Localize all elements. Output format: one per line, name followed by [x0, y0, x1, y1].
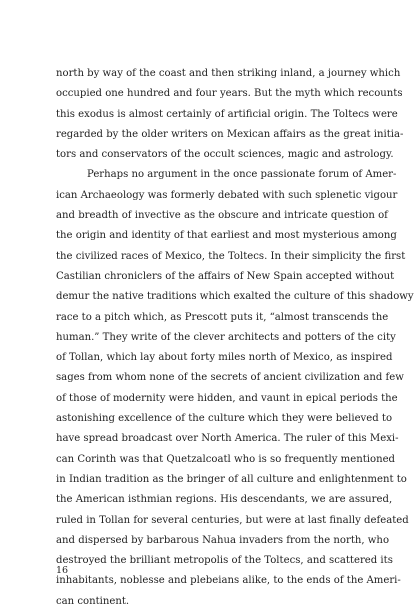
text-line: ruled in Tollan for several centuries, but were at last finally defeated: [56, 514, 409, 526]
page-number: 16: [56, 565, 69, 576]
text-line: the American isthmian regions. His descendants, we are assured,: [56, 494, 393, 506]
text-line: and dispersed by barbarous Nahua invaders from the north, who: [56, 534, 390, 546]
paragraph-1: [56, 64, 404, 165]
text-line: of Tollan, which lay about forty miles north of Mexico, as inspired: [56, 352, 393, 364]
text-line: astonishing excellence of the culture which they were believed to: [56, 413, 393, 425]
text-line: human.” They write of the clever architects and potters of the city: [56, 331, 396, 343]
text-line: inhabitants, noblesse and plebeians alike, to the ends of the Ameri-: [56, 575, 401, 587]
text-line: of those of modernity were hidden, and vaunt in epical periods the: [56, 392, 398, 404]
text-line: ican Archaeology was formerly debated with such splenetic vigour: [56, 189, 398, 201]
text-line: sages from whom none of the secrets of ancient civilization and few: [56, 372, 404, 384]
text-line: Castilian chroniclers of the affairs of New Spain accepted without: [56, 270, 395, 282]
text-line: regarded by the older writers on Mexican affairs as the great initia-: [56, 128, 404, 140]
body-text: [56, 64, 414, 612]
text-line: the civilized races of Mexico, the Toltecs. In their simplicity the first: [56, 250, 406, 262]
text-line: destroyed the brilliant metropolis of the Toltecs, and scattered its: [56, 555, 393, 567]
text-line: tors and conservators of the occult sciences, magic and astrology.: [56, 149, 394, 161]
text-line: can Corinth was that Quetzalcoatl who is so frequently mentioned: [56, 453, 396, 465]
text-line: in Indian tradition as the bringer of all culture and enlightenment to: [56, 473, 407, 485]
text-line: the origin and identity of that earliest and most mysterious among: [56, 230, 397, 242]
text-line: have spread broadcast over North America. The ruler of this Mexi-: [56, 433, 399, 445]
text-line: this exodus is almost certainly of artificial origin. The Toltecs were: [56, 108, 398, 120]
paragraph-2: [56, 165, 414, 612]
text-line: race to a pitch which, as Prescott puts it, “almost transcends the: [56, 311, 389, 323]
text-line: can continent.: [56, 595, 130, 607]
text-line: demur the native traditions which exalted the culture of this shadowy: [56, 291, 414, 303]
text-line: and breadth of invective as the obscure and intricate question of: [56, 210, 388, 222]
text-line: north by way of the coast and then striking inland, a journey which: [56, 68, 401, 79]
text-line: occupied one hundred and four years. But the myth which recounts: [56, 88, 403, 100]
text-line: Perhaps no argument in the once passionate forum of Amer-: [87, 169, 397, 181]
